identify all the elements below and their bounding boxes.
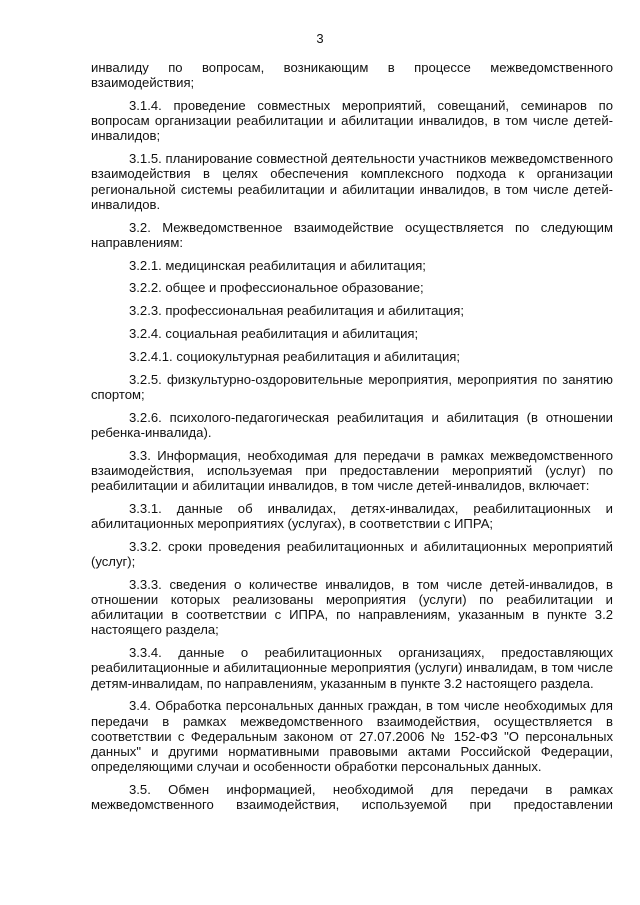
paragraph-3-1-5: 3.1.5. планирование совместной деятельности участников межведомственного взаимодействия в целях обеспечения комплексного подхода к организации региональной системы реабилитации и абилитации инвалидов, в том числе детей-инвалидов.	[91, 151, 613, 212]
paragraph-3-2-3: 3.2.3. профессиональная реабилитация и абилитация;	[129, 303, 464, 319]
page-number: 3	[316, 31, 324, 46]
document-body	[91, 60, 613, 820]
paragraph-3-3-4: 3.3.4. данные о реабилитационных организациях, предоставляющих реабилитационные и абилитационные мероприятия (услуги) инвалидам, в том числе детям-инвалидам, по направлениям, указанным в пункте 3.2 настоящего раздела.	[91, 645, 613, 691]
paragraph-continuation: инвалиду по вопросам, возникающим в процессе межведомственного взаимодействия;	[91, 60, 613, 91]
paragraph-3-2-2: 3.2.2. общее и профессиональное образование;	[129, 280, 424, 296]
paragraph-3-3: 3.3. Информация, необходимая для передачи в рамках межведомственного взаимодействия, используемая при предоставлении мероприятий (услуг) по реабилитации и абилитации инвалидов, в том числе детей-инвалидов, включает:	[91, 447, 613, 493]
paragraph-3-2-4: 3.2.4. социальная реабилитация и абилитация;	[129, 326, 419, 341]
paragraph-3-2: 3.2. Межведомственное взаимодействие осуществляется по следующим направлениям:	[91, 219, 613, 250]
paragraph-3-1-4: 3.1.4. проведение совместных мероприятий, совещаний, семинаров по вопросам организации реабилитации и абилитации инвалидов, в том числе детей-инвалидов;	[91, 98, 613, 144]
paragraph-3-3-3: 3.3.3. сведения о количестве инвалидов, в том числе детей-инвалидов, в отношении которых реализованы мероприятия (услуги) по реабилитации и абилитации в соответствии с ИПРА, по направлениям, указанным в пункте 3.2 настоящего раздела;	[91, 576, 613, 638]
paragraph-3-2-6: 3.2.6. психолого-педагогическая реабилитация и абилитация (в отношении ребенка-инвалида).	[91, 409, 613, 440]
paragraph-3-2-1: 3.2.1. медицинская реабилитация и абилитация;	[129, 257, 426, 273]
paragraph-3-5: 3.5. Обмен информацией, необходимой для передачи в рамках межведомственного взаимодействия, используемой при предоставлении	[91, 782, 613, 813]
paragraph-3-2-5: 3.2.5. физкультурно-оздоровительные мероприятия, мероприятия по занятию спортом;	[91, 371, 613, 402]
paragraph-3-3-1: 3.3.1. данные об инвалидах, детях-инвалидах, реабилитационных и абилитационных мероприятиях (услугах), в соответствии с ИПРА;	[91, 500, 613, 531]
paragraph-3-4: 3.4. Обработка персональных данных граждан, в том числе необходимых для передачи в рамках межведомственного взаимодействия, осуществляется в соответствии с Федеральным законом от 27.07.2006 № 152-ФЗ "О персональных данных" и другими нормативными правовыми актами Российской Федерации, определяющими случаи и особенности обработки персональных данных.	[91, 698, 613, 775]
paragraph-3-2-4-1: 3.2.4.1. социокультурная реабилитация и абилитация;	[129, 348, 460, 364]
paragraph-3-3-2: 3.3.2. сроки проведения реабилитационных и абилитационных мероприятий (услуг);	[91, 538, 613, 569]
